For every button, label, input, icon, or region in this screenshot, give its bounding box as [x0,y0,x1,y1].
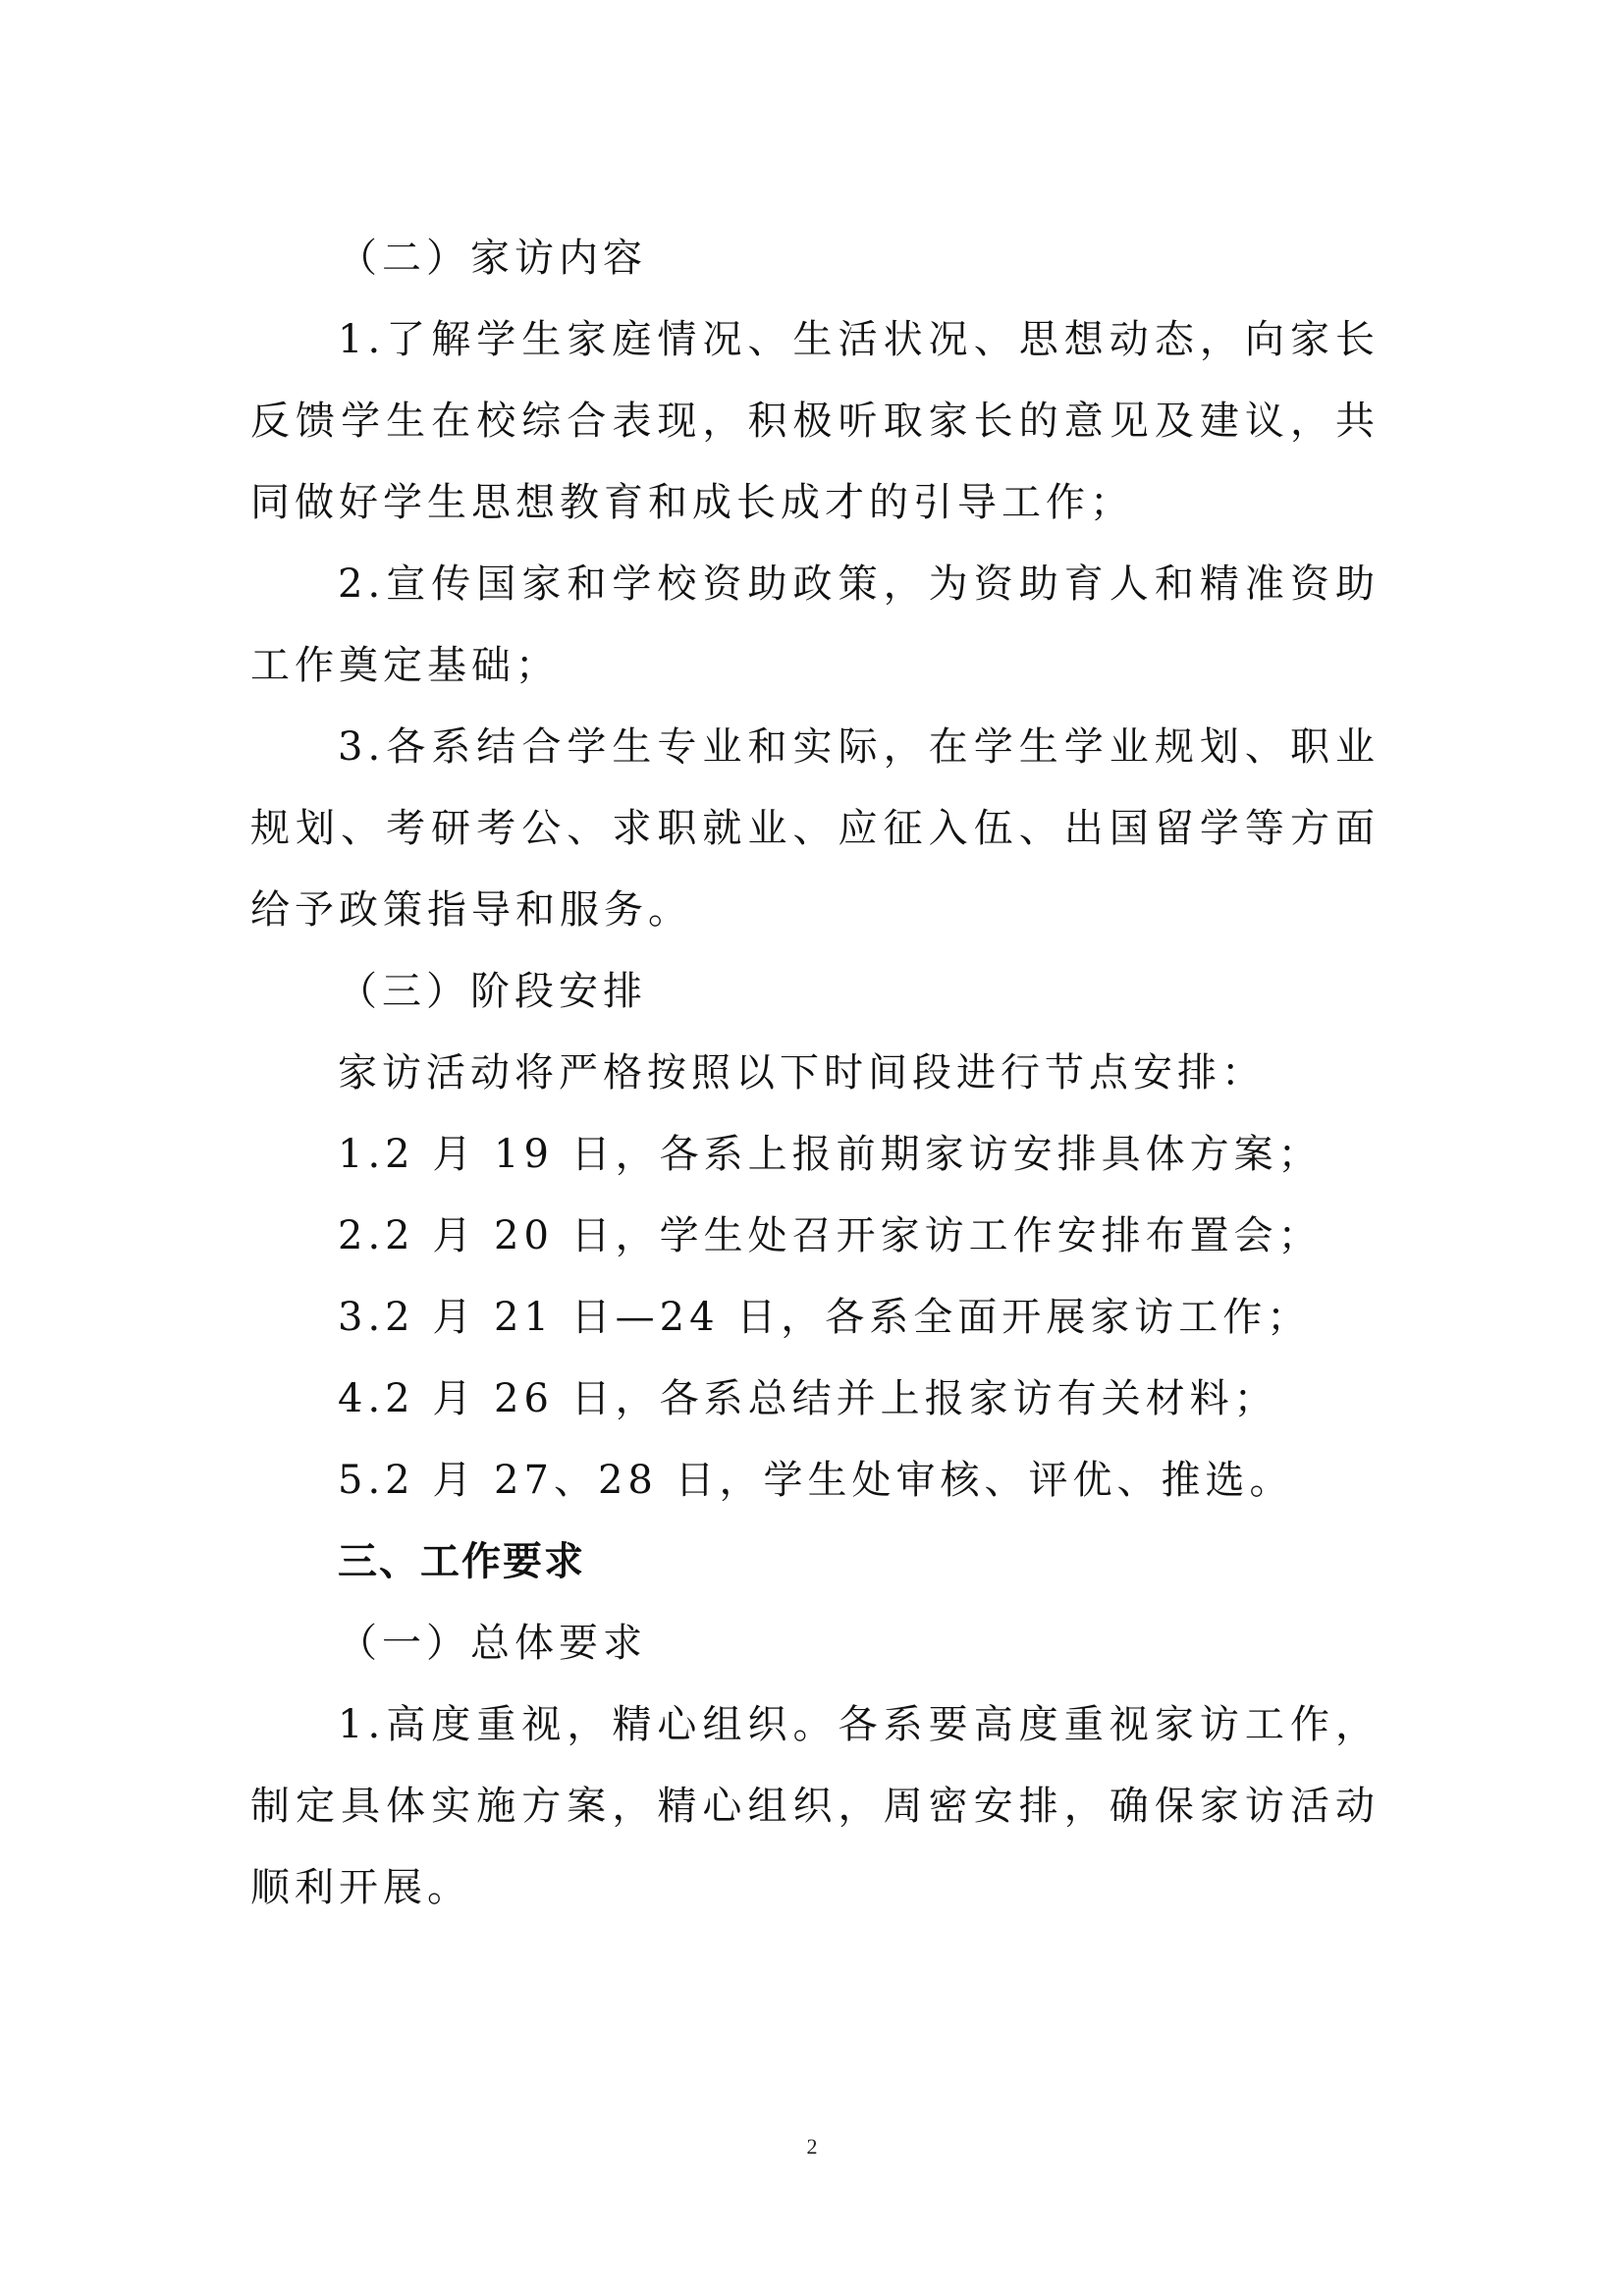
section-heading-schedule: （三）阶段安排 [338,969,647,1014]
document-body [250,218,1380,1929]
visit-content-item-1: 1.了解学生家庭情况、生活状况、思想动态，向家长反馈学生在校综合表现，积极听取家长的意见及建议，共同做好学生思想教育和成长成才的引导工作； [250,317,1380,525]
general-requirement-item-1: 1.高度重视，精心组织。各系要高度重视家访工作，制定具体实施方案，精心组织，周密安排，确保家访活动顺利开展。 [250,1702,1380,1910]
section-heading-visit-content: （二）家访内容 [338,236,647,281]
chapter-heading-work-requirements: 三、工作要求 [338,1539,585,1584]
schedule-item-4: 4.2 月 26 日，各系总结并上报家访有关材料； [338,1376,1278,1421]
visit-content-item-3: 3.各系结合学生专业和实际，在学生学业规划、职业规划、考研考公、求职就业、应征入伍、出国留学等方面给予政策指导和服务。 [250,724,1380,933]
schedule-item-5: 5.2 月 27、28 日，学生处审核、评优、推选。 [338,1458,1294,1503]
schedule-item-2: 2.2 月 20 日，学生处召开家访工作安排布置会； [338,1213,1323,1258]
section-heading-general-requirements: （一）总体要求 [338,1621,647,1666]
schedule-item-3: 3.2 月 21 日—24 日，各系全面开展家访工作； [338,1295,1312,1340]
visit-content-item-2: 2.宣传国家和学校资助政策，为资助育人和精准资助工作奠定基础； [250,561,1380,688]
schedule-intro: 家访活动将严格按照以下时间段进行节点安排： [338,1050,1266,1095]
page-number: 2 [806,2134,818,2159]
schedule-item-1: 1.2 月 19 日，各系上报前期家访安排具体方案； [338,1132,1323,1177]
